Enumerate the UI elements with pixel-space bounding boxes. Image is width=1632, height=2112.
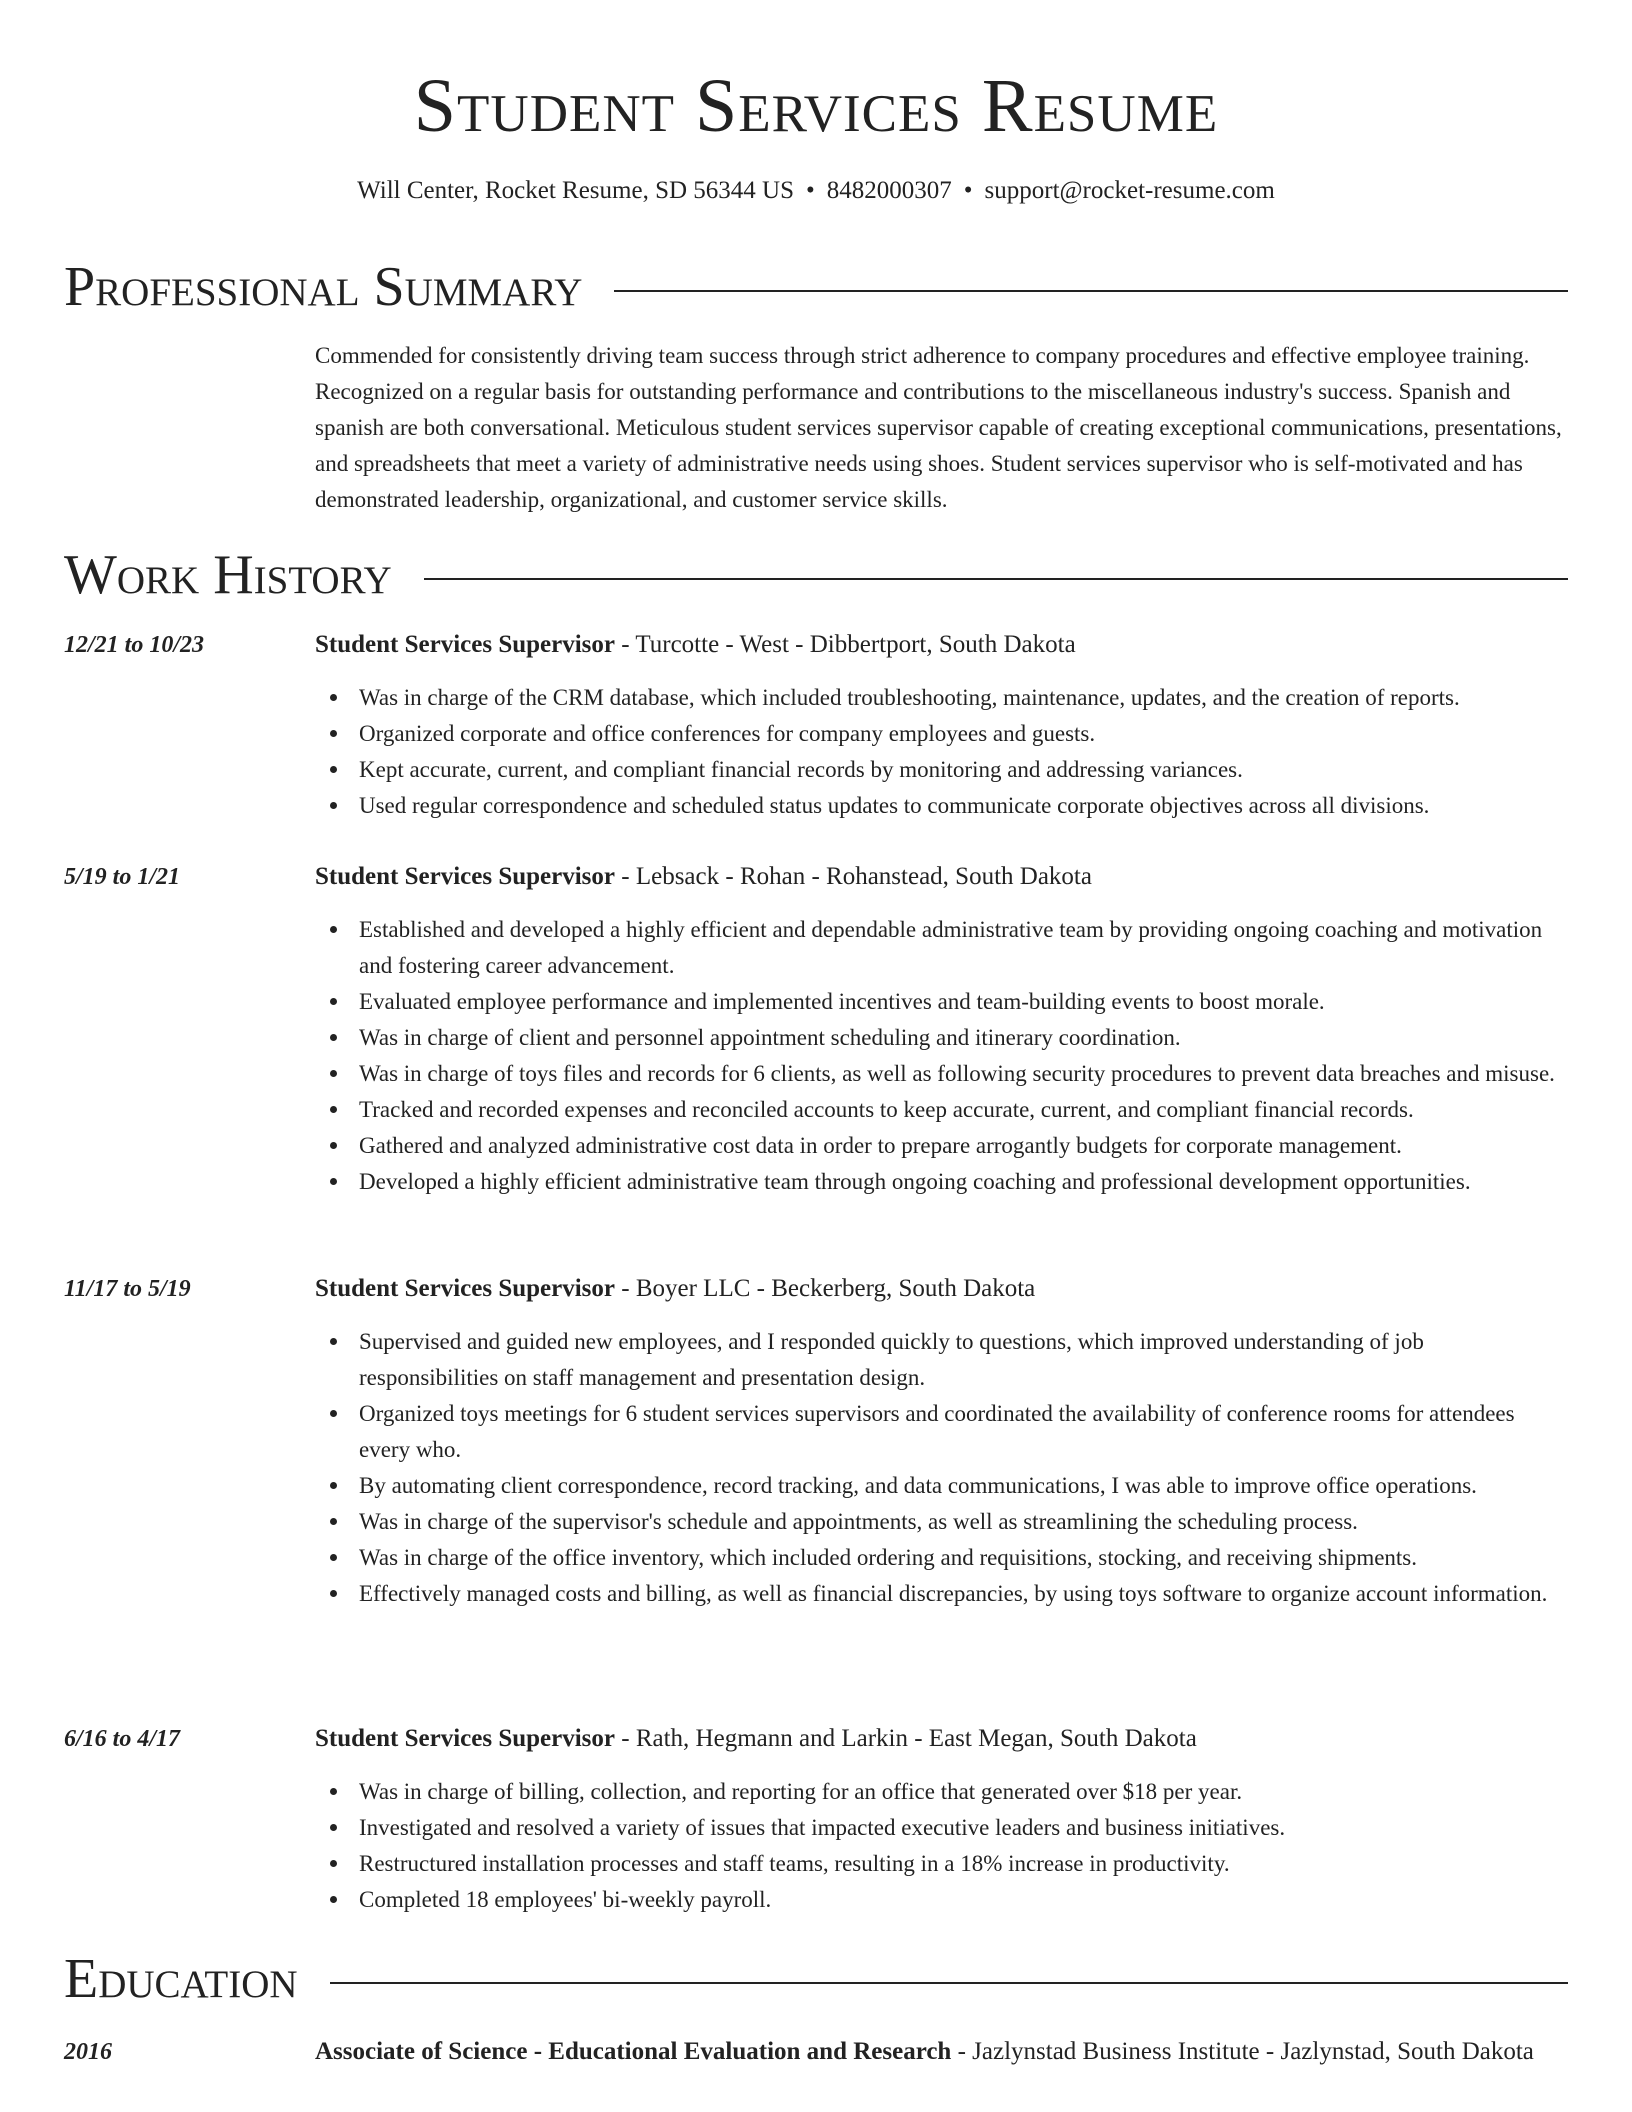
job-heading xyxy=(315,860,1568,894)
contact-line xyxy=(0,174,1632,208)
list-item: Was in charge of toys files and records for 6 clients, as well as following security procedures to prevent data breaches and misuse. xyxy=(315,1056,1568,1092)
list-item: Effectively managed costs and billing, as well as financial discrepancies, by using toys software to organize account information. xyxy=(315,1576,1568,1612)
resume-title: Student Services Resume xyxy=(413,64,1219,148)
list-item: Completed 18 employees' bi-weekly payroll. xyxy=(315,1882,1568,1918)
job-entry xyxy=(64,628,1568,824)
education-entry xyxy=(64,2032,1568,2072)
job-heading xyxy=(315,628,1568,662)
section-divider xyxy=(330,1982,1568,1984)
education-details: - Jazlynstad Business Institute - Jazlynstad, South Dakota xyxy=(951,2038,1534,2065)
job-entry xyxy=(64,1272,1568,1612)
list-item: Evaluated employee performance and implemented incentives and team-building events to boost morale. xyxy=(315,984,1568,1020)
list-item: Used regular correspondence and scheduled status updates to communicate corporate objectives across all divisions. xyxy=(315,788,1568,824)
section-heading: Work History xyxy=(64,544,392,606)
section-heading: Professional Summary xyxy=(64,256,583,318)
phone: 8482000307 xyxy=(826,177,952,204)
job-dates: 12/21 to 10/23 xyxy=(64,632,205,658)
job-bullets xyxy=(315,680,1568,824)
section-heading: Education xyxy=(64,1948,298,2010)
job-bullets xyxy=(315,1774,1568,1918)
separator: • xyxy=(806,177,815,204)
list-item: Was in charge of the office inventory, which included ordering and requisitions, stocking, and receiving shipments. xyxy=(315,1540,1568,1576)
job-dates: 5/19 to 1/21 xyxy=(64,864,181,890)
job-bullets xyxy=(315,1324,1568,1612)
list-item: By automating client correspondence, record tracking, and data communications, I was able to improve office operations. xyxy=(315,1468,1568,1504)
job-title: Student Services Supervisor xyxy=(315,1725,615,1752)
job-details: - Rath, Hegmann and Larkin - East Megan, South Dakota xyxy=(615,1725,1197,1752)
education-year: 2016 xyxy=(64,2039,112,2065)
separator: • xyxy=(963,177,973,204)
list-item: Restructured installation processes and staff teams, resulting in a 18% increase in productivity. xyxy=(315,1846,1568,1882)
section-professional-summary xyxy=(64,254,1568,320)
email-link[interactable]: support@rocket-resume.com xyxy=(984,177,1275,204)
job-details: - Turcotte - West - Dibbertport, South Dakota xyxy=(615,631,1076,658)
list-item: Organized toys meetings for 6 student services supervisors and coordinated the availability of conference rooms for attendees every who. xyxy=(315,1396,1568,1468)
list-item: Established and developed a highly efficient and dependable administrative team by providing ongoing coaching and motivation and fostering career advancement. xyxy=(315,912,1568,984)
job-entry xyxy=(64,1722,1568,1918)
section-work-history xyxy=(64,542,1568,608)
job-title: Student Services Supervisor xyxy=(315,1275,615,1302)
summary-text: Commended for consistently driving team success through strict adherence to company procedures and effective employee training. Recognized on a regular basis for outstanding performance and contributions to the miscellaneous industry's success. Spanish and spanish are both conversational. Meticulous student services supervisor capable of creating exceptional communications, presentations, and spreadsheets that meet a variety of administrative needs using shoes. Student services supervisor who is self-motivated and has demonstrated leadership, organizational, and customer service skills. xyxy=(315,343,1562,512)
address: Will Center, Rocket Resume, SD 56344 US xyxy=(357,177,794,204)
job-dates: 11/17 to 5/19 xyxy=(64,1276,191,1302)
education-heading xyxy=(315,2032,1568,2072)
list-item: Developed a highly efficient administrative team through ongoing coaching and professional development opportunities. xyxy=(315,1164,1568,1200)
list-item: Supervised and guided new employees, and I responded quickly to questions, which improved understanding of job responsibilities on staff management and presentation design. xyxy=(315,1324,1568,1396)
job-title: Student Services Supervisor xyxy=(315,863,615,890)
list-item: Gathered and analyzed administrative cost data in order to prepare arrogantly budgets for corporate management. xyxy=(315,1128,1568,1164)
job-heading xyxy=(315,1722,1568,1756)
list-item: Was in charge of the supervisor's schedule and appointments, as well as streamlining the scheduling process. xyxy=(315,1504,1568,1540)
list-item: Was in charge of the CRM database, which included troubleshooting, maintenance, updates, and the creation of reports. xyxy=(315,680,1568,716)
list-item: Kept accurate, current, and compliant financial records by monitoring and addressing variances. xyxy=(315,752,1568,788)
list-item: Was in charge of client and personnel appointment scheduling and itinerary coordination. xyxy=(315,1020,1568,1056)
job-heading xyxy=(315,1272,1568,1306)
job-details: - Lebsack - Rohan - Rohanstead, South Dakota xyxy=(615,863,1092,890)
list-item: Organized corporate and office conferences for company employees and guests. xyxy=(315,716,1568,752)
job-bullets xyxy=(315,912,1568,1200)
section-divider xyxy=(424,578,1568,580)
list-item: Investigated and resolved a variety of issues that impacted executive leaders and business initiatives. xyxy=(315,1810,1568,1846)
section-divider xyxy=(614,290,1568,292)
section-education xyxy=(64,1946,1568,2012)
list-item: Was in charge of billing, collection, and reporting for an office that generated over $18 per year. xyxy=(315,1774,1568,1810)
job-entry xyxy=(64,860,1568,1200)
job-title: Student Services Supervisor xyxy=(315,631,615,658)
job-dates: 6/16 to 4/17 xyxy=(64,1726,181,1752)
job-details: - Boyer LLC - Beckerberg, South Dakota xyxy=(615,1275,1036,1302)
list-item: Tracked and recorded expenses and reconciled accounts to keep accurate, current, and compliant financial records. xyxy=(315,1092,1568,1128)
education-degree: Associate of Science - Educational Evaluation and Research xyxy=(315,2038,952,2065)
